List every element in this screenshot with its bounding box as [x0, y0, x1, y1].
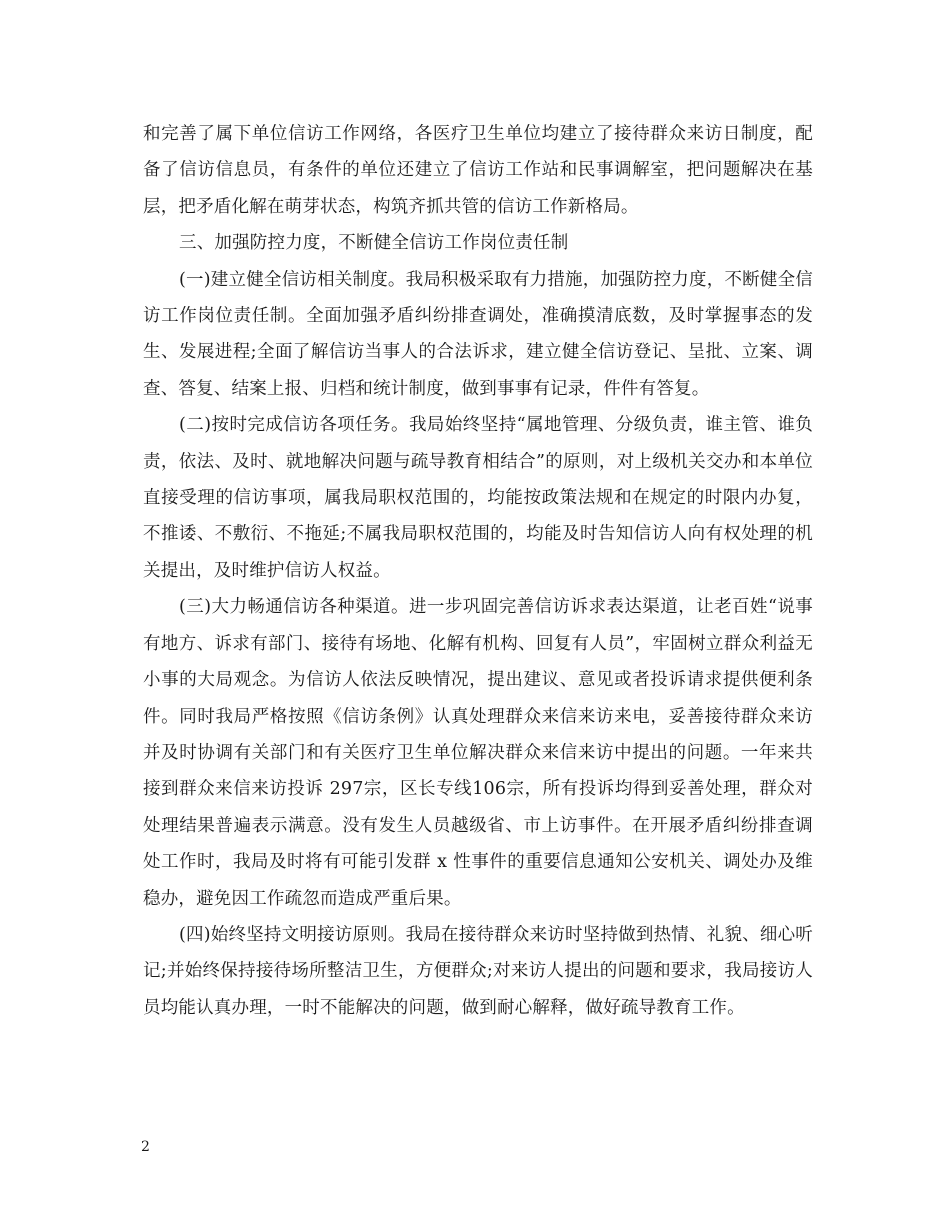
paragraph-item-1: (一)建立健全信访相关制度。我局积极采取有力措施，加强防控力度，不断健全信访工作岗位责任制。全面加强矛盾纠纷排查调处，准确摸清底数，及时掌握事态的发生、发展进程;全面了解信访当事人的合法诉求，建立健全信访登记、呈批、立案、调查、答复、结案上报、归档和统计制度，做到事事有记录，件件有答复。 — [143, 269, 813, 399]
page-body — [143, 116, 813, 1026]
paragraph-item-4: (四)始终坚持文明接访原则。我局在接待群众来访时坚持做到热情、礼貌、细心听记;并始终保持接待场所整洁卫生，方便群众;对来访人提出的问题和要求，我局接访人员均能认真办理，一时不能解决的问题，做到耐心解释，做好疏导教育工作。 — [143, 924, 813, 1018]
paragraph-item-3: (三)大力畅通信访各种渠道。进一步巩固完善信访诉求表达渠道，让老百姓“说事有地方、诉求有部门、接待有场地、化解有机构、回复有人员”，牢固树立群众利益无小事的大局观念。为信访人依法反映情况，提出建议、意见或者投诉请求提供便利条件。同时我局严格按照《信访条例》认真处理群众来信来访来电，妥善接待群众来访并及时协调有关部门和有关医疗卫生单位解决群众来信来访中提出的问题。一年来共接到群众来信来访投诉 297宗，区长专线106宗，所有投诉均得到妥善处理，群众对处理结果普遍表示满意。没有发生人员越级省、市上访事件。在开展矛盾纠纷排查调处工作时，我局及时将有可能引发群 x 性事件的重要信息通知公安机关、调处办及维稳办，避免因工作疏忽而造成严重后果。 — [143, 597, 813, 909]
section-heading-3: 三、加强防控力度，不断健全信访工作岗位责任制 — [179, 233, 569, 254]
page-number: 2 — [141, 1139, 150, 1155]
paragraph-item-2: (二)按时完成信访各项任务。我局始终坚持“属地管理、分级负责，谁主管、谁负责，依法、及时、就地解决问题与疏导教育相结合”的原则，对上级机关交办和本单位直接受理的信访事项，属我局职权范围的，均能按政策法规和在规定的时限内办复，不推诿、不敷衍、不拖延;不属我局职权范围的，均能及时告知信访人向有权处理的机关提出，及时维护信访人权益。 — [143, 415, 813, 581]
paragraph-continued: 和完善了属下单位信访工作网络，各医疗卫生单位均建立了接待群众来访日制度，配备了信访信息员，有条件的单位还建立了信访工作站和民事调解室，把问题解决在基层，把矛盾化解在萌芽状态，构筑齐抓共管的信访工作新格局。 — [143, 124, 813, 217]
